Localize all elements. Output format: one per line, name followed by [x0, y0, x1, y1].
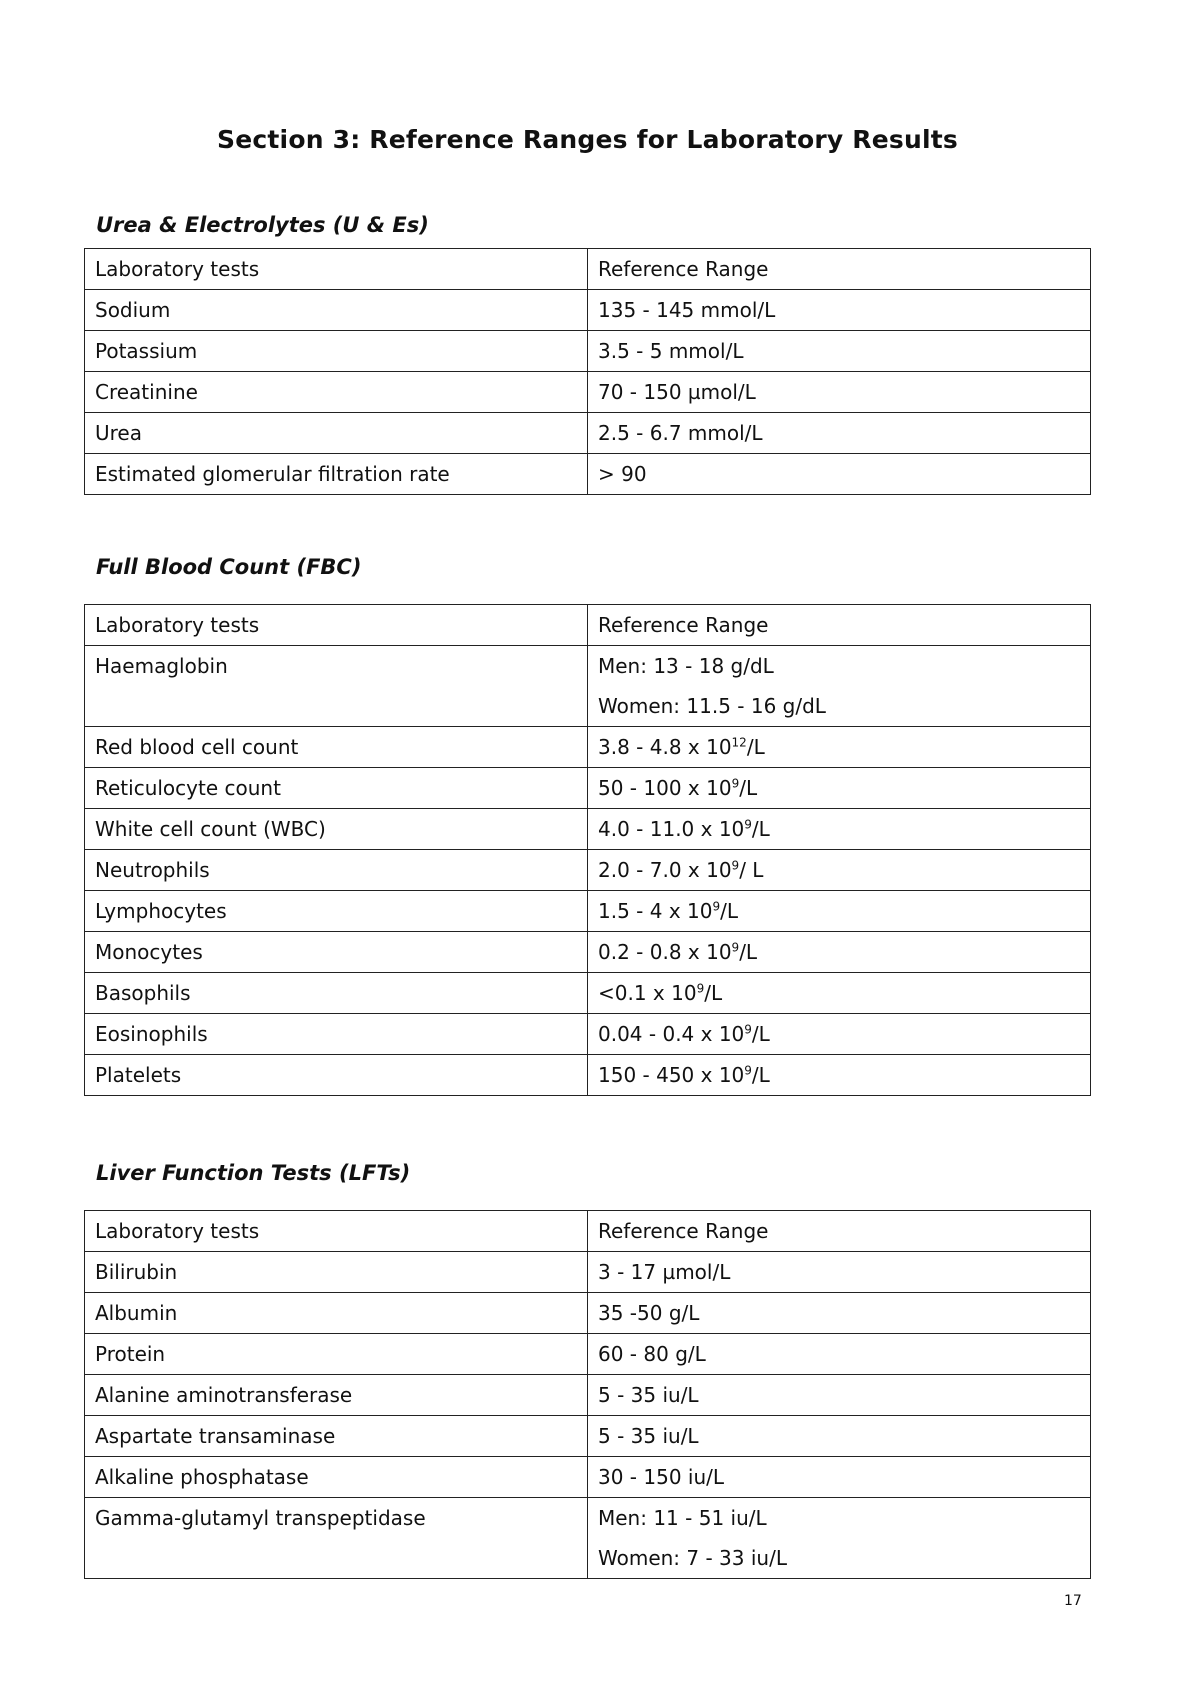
range-unit: /L — [751, 1022, 770, 1046]
range-unit: /L — [746, 735, 765, 759]
reference-range-cell — [588, 1055, 1091, 1096]
range-exponent: 9 — [731, 858, 740, 873]
test-name-cell: Alkaline phosphatase — [85, 1457, 588, 1498]
reference-range-cell — [588, 1457, 1091, 1498]
table-row — [85, 1498, 1091, 1579]
reference-range-cell — [588, 1334, 1091, 1375]
reference-range-cell — [588, 1014, 1091, 1055]
reference-range-cell — [588, 1416, 1091, 1457]
reference-range-value: Men: 13 - 18 g/dL — [598, 654, 774, 678]
reference-range-value — [598, 973, 1080, 1013]
table-row — [85, 1014, 1091, 1055]
ue-table — [84, 248, 1091, 495]
table-row — [85, 290, 1091, 331]
column-header-test: Laboratory tests — [85, 1211, 588, 1252]
test-name-cell: Estimated glomerular filtration rate — [85, 454, 588, 495]
reference-range-value — [598, 850, 1080, 890]
table-row — [85, 1416, 1091, 1457]
column-header-range: Reference Range — [588, 605, 1091, 646]
table-row — [85, 727, 1091, 768]
test-name-cell: Creatinine — [85, 372, 588, 413]
reference-range-value — [598, 932, 1080, 972]
reference-range-value: 2.5 - 6.7 mmol/L — [598, 421, 763, 445]
reference-range-value — [598, 727, 1080, 767]
reference-range-value: Women: 11.5 - 16 g/dL — [598, 694, 826, 718]
reference-range-value: 135 - 145 mmol/L — [598, 298, 776, 322]
reference-range-cell — [588, 727, 1091, 768]
range-exponent: 9 — [731, 940, 740, 955]
reference-range-value: Men: 11 - 51 iu/L — [598, 1506, 767, 1530]
reference-range-value: 3 - 17 µmol/L — [598, 1260, 731, 1284]
reference-range-cell — [588, 1375, 1091, 1416]
reference-range-cell — [588, 331, 1091, 372]
range-base: 2.0 - 7.0 x 10 — [598, 858, 732, 882]
range-unit: /L — [751, 1063, 770, 1087]
test-name-cell: Lymphocytes — [85, 891, 588, 932]
test-name-cell: Platelets — [85, 1055, 588, 1096]
test-name-cell: Urea — [85, 413, 588, 454]
reference-range-cell — [588, 413, 1091, 454]
range-unit: /L — [739, 940, 758, 964]
column-header-range: Reference Range — [588, 1211, 1091, 1252]
column-header-test: Laboratory tests — [85, 249, 588, 290]
table-row — [85, 1293, 1091, 1334]
range-unit: /L — [751, 817, 770, 841]
reference-range-value — [598, 1055, 1080, 1095]
test-name-cell: Albumin — [85, 1293, 588, 1334]
reference-range-cell — [588, 850, 1091, 891]
table-header-row — [85, 249, 1091, 290]
page-number: 17 — [1064, 1593, 1082, 1609]
reference-range-cell — [588, 372, 1091, 413]
reference-range-cell — [588, 932, 1091, 973]
reference-range-value — [598, 891, 1080, 931]
table-row — [85, 891, 1091, 932]
range-base: 50 - 100 x 10 — [598, 776, 732, 800]
table-row — [85, 932, 1091, 973]
table-row — [85, 1252, 1091, 1293]
range-unit: /L — [704, 981, 723, 1005]
table-row — [85, 973, 1091, 1014]
table-row — [85, 1457, 1091, 1498]
reference-range-cell — [588, 1293, 1091, 1334]
range-base: 3.8 - 4.8 x 10 — [598, 735, 732, 759]
test-name-cell: Basophils — [85, 973, 588, 1014]
range-base: 150 - 450 x 10 — [598, 1063, 745, 1087]
range-base: 0.04 - 0.4 x 10 — [598, 1022, 745, 1046]
reference-range-value: 3.5 - 5 mmol/L — [598, 339, 744, 363]
reference-range-value — [598, 1014, 1080, 1054]
test-name-cell: Aspartate transaminase — [85, 1416, 588, 1457]
reference-range-value — [598, 809, 1080, 849]
test-name-cell: Protein — [85, 1334, 588, 1375]
table-row — [85, 850, 1091, 891]
reference-range-value: 60 - 80 g/L — [598, 1342, 706, 1366]
table-row — [85, 454, 1091, 495]
table-row — [85, 413, 1091, 454]
test-name-cell: Gamma-glutamyl transpeptidase — [85, 1498, 588, 1579]
test-name-cell: Alanine aminotransferase — [85, 1375, 588, 1416]
reference-range-value: 35 -50 g/L — [598, 1301, 700, 1325]
table-row — [85, 372, 1091, 413]
test-name-cell: White cell count (WBC) — [85, 809, 588, 850]
reference-range-cell — [588, 646, 1091, 727]
reference-range-value: 30 - 150 iu/L — [598, 1465, 725, 1489]
reference-range-cell — [588, 1252, 1091, 1293]
reference-range-cell — [588, 768, 1091, 809]
range-unit: /L — [720, 899, 738, 923]
section-heading-lft: Liver Function Tests (LFTs) — [96, 1161, 411, 1185]
section-heading-fbc: Full Blood Count (FBC) — [96, 555, 362, 579]
reference-range-cell — [588, 891, 1091, 932]
table-row — [85, 809, 1091, 850]
reference-range-value: 5 - 35 iu/L — [598, 1424, 699, 1448]
reference-range-value — [598, 768, 1080, 808]
reference-range-cell — [588, 809, 1091, 850]
range-exponent: 9 — [744, 1022, 752, 1037]
range-exponent: 12 — [731, 735, 747, 750]
table-row — [85, 331, 1091, 372]
reference-range-cell — [588, 290, 1091, 331]
reference-range-value: 5 - 35 iu/L — [598, 1383, 699, 1407]
range-unit: /L — [739, 776, 758, 800]
test-name-cell: Reticulocyte count — [85, 768, 588, 809]
reference-range-value: > 90 — [598, 462, 647, 486]
reference-range-cell — [588, 1498, 1091, 1579]
range-base: 1.5 - 4 x 10 — [598, 899, 713, 923]
range-exponent: 9 — [712, 899, 721, 914]
test-name-cell: Haemaglobin — [85, 646, 588, 727]
table-row — [85, 768, 1091, 809]
reference-range-value: 70 - 150 µmol/L — [598, 380, 756, 404]
lft-table — [84, 1210, 1091, 1579]
range-exponent: 9 — [744, 1063, 752, 1078]
table-header-row — [85, 605, 1091, 646]
reference-range-cell — [588, 973, 1091, 1014]
range-base: 0.2 - 0.8 x 10 — [598, 940, 732, 964]
table-row — [85, 1375, 1091, 1416]
table-row — [85, 646, 1091, 727]
column-header-range: Reference Range — [588, 249, 1091, 290]
table-row — [85, 1334, 1091, 1375]
range-exponent: 9 — [696, 981, 705, 996]
range-exponent: 9 — [731, 776, 740, 791]
test-name-cell: Eosinophils — [85, 1014, 588, 1055]
column-header-test: Laboratory tests — [85, 605, 588, 646]
test-name-cell: Red blood cell count — [85, 727, 588, 768]
section-heading-ue: Urea & Electrolytes (U & Es) — [96, 213, 429, 237]
fbc-table — [84, 604, 1091, 1096]
test-name-cell: Bilirubin — [85, 1252, 588, 1293]
test-name-cell: Potassium — [85, 331, 588, 372]
range-base: <0.1 x 10 — [598, 981, 697, 1005]
table-row — [85, 1055, 1091, 1096]
range-exponent: 9 — [744, 817, 752, 832]
reference-range-value: Women: 7 - 33 iu/L — [598, 1546, 787, 1570]
test-name-cell: Neutrophils — [85, 850, 588, 891]
range-base: 4.0 - 11.0 x 10 — [598, 817, 745, 841]
range-unit: / L — [739, 858, 764, 882]
test-name-cell: Sodium — [85, 290, 588, 331]
test-name-cell: Monocytes — [85, 932, 588, 973]
table-header-row — [85, 1211, 1091, 1252]
reference-range-cell — [588, 454, 1091, 495]
page-title: Section 3: Reference Ranges for Laboratory Results — [217, 125, 958, 154]
